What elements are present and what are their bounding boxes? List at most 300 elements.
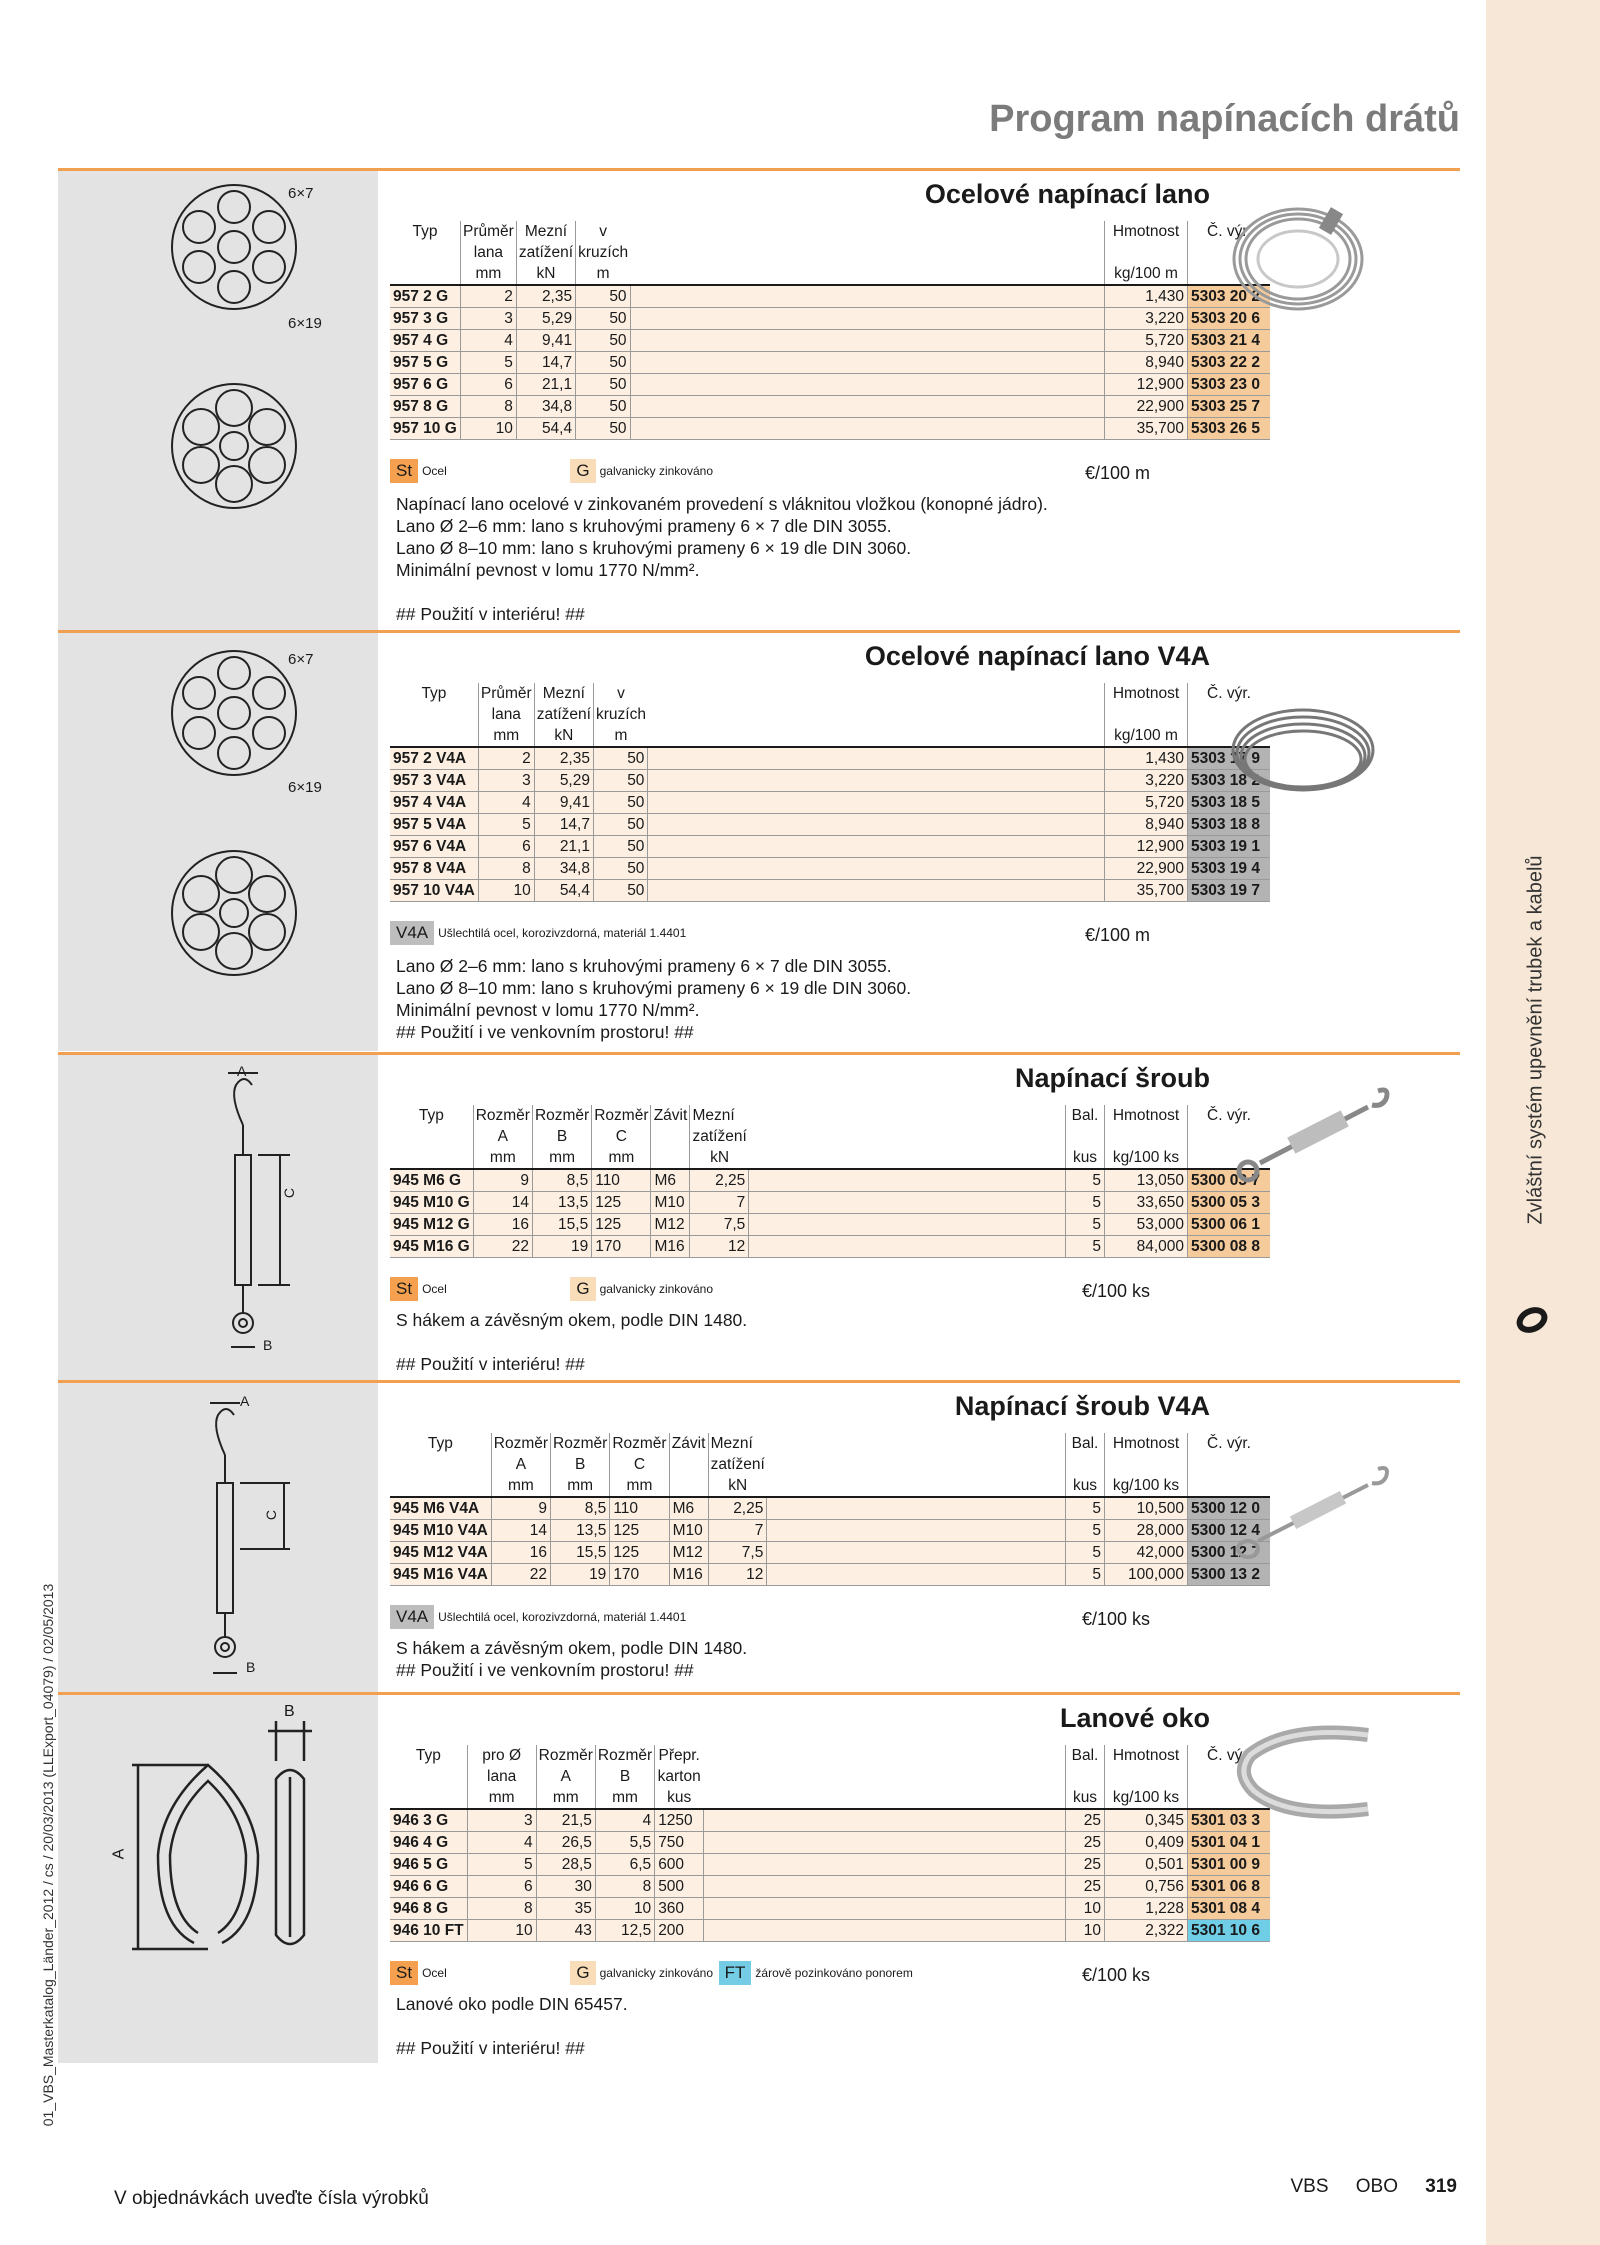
cell: 6: [461, 374, 517, 396]
product-table: [390, 221, 1270, 440]
cell: 5: [478, 814, 534, 836]
cell: 4: [478, 792, 534, 814]
col-header: Hmotnost: [1105, 1433, 1188, 1475]
cell: 4: [461, 330, 517, 352]
cell: [648, 770, 1105, 792]
table-row: [390, 747, 1270, 770]
cell: 16: [473, 1214, 532, 1236]
cell: 9: [473, 1169, 532, 1192]
cell: [767, 1520, 1066, 1542]
cell: 84,000: [1105, 1236, 1188, 1258]
footer-brand-obo: OBO: [1355, 2176, 1399, 2197]
cell: 43: [536, 1920, 595, 1942]
table-row: [390, 1854, 1270, 1876]
cell: 30: [536, 1876, 595, 1898]
col-header: Hmotnost: [1105, 1745, 1188, 1787]
col-header: Č. výr.: [1188, 1433, 1271, 1475]
cell: M16: [669, 1564, 708, 1586]
cell: 957 5 V4A: [390, 814, 478, 836]
cell: M6: [651, 1169, 690, 1192]
material-badge: V4A: [390, 1605, 434, 1629]
col-header: Bal.: [1066, 1433, 1105, 1475]
cell: [630, 374, 1104, 396]
cell: 0,501: [1105, 1854, 1188, 1876]
unit-cell: [767, 1475, 1066, 1497]
cell: 50: [593, 814, 647, 836]
price-unit: €/100 ks: [1081, 1281, 1150, 1301]
cell: 9,41: [516, 330, 575, 352]
unit-cell: [669, 1475, 708, 1497]
unit-cell: mm: [532, 1147, 591, 1169]
cell: [648, 747, 1105, 770]
material-badge: V4A: [390, 921, 434, 945]
cell: 10: [1066, 1920, 1105, 1942]
article-number-cell: 5303 18 5: [1188, 792, 1271, 814]
thimble-photo: [1228, 1715, 1378, 1825]
cell: 9: [491, 1497, 550, 1520]
cell: 945 M10 G: [390, 1192, 473, 1214]
rope-cross-section-drawing: [58, 171, 378, 633]
cell: 5: [1066, 1542, 1105, 1564]
article-number-cell: 5301 04 1: [1188, 1832, 1271, 1854]
cell: [749, 1169, 1066, 1192]
cell: [630, 330, 1104, 352]
technical-drawing: [58, 1695, 378, 2063]
cell: 50: [576, 285, 630, 308]
cell: 5: [461, 352, 517, 374]
unit-cell: m: [593, 725, 647, 747]
cell: 125: [610, 1542, 669, 1564]
table-row: [390, 1564, 1270, 1586]
table-row: [390, 330, 1270, 352]
cell: 26,5: [536, 1832, 595, 1854]
cell: 25: [1066, 1854, 1105, 1876]
cell: 33,650: [1105, 1192, 1188, 1214]
material-legend: [390, 459, 735, 483]
description: Napínací lano ocelové v zinkovaném provedení s vláknitou vložkou (konopné jádro). Lano Ø 2–6 mm: lano s kruhovými prameny 6 × 7 dle DIN 3055. Lano Ø 8–10 mm: lano s kruhovými prameny 6 × 19 dle DIN 3060. Minimální pevnost v lomu 1770 N/mm². ## Použití v interiéru! ##: [396, 494, 1048, 624]
cell: M16: [651, 1236, 690, 1258]
unit-cell: kg/100 m: [1105, 725, 1188, 747]
unit-cell: kg/100 m: [1105, 263, 1188, 285]
cell: 946 3 G: [390, 1809, 467, 1832]
price-unit: €/100 ks: [1081, 1609, 1150, 1629]
cell: 1250: [655, 1809, 704, 1832]
cell: 10: [478, 880, 534, 902]
col-header: Průměr lana: [478, 683, 534, 725]
cell: 28,000: [1105, 1520, 1188, 1542]
col-header: pro Ø lana: [467, 1745, 536, 1787]
unit-cell: [390, 725, 478, 747]
cell: M10: [669, 1520, 708, 1542]
cell: 14,7: [534, 814, 593, 836]
cell: 12,900: [1105, 374, 1188, 396]
col-header: [703, 1745, 1065, 1787]
material-label: žárově pozinkováno ponorem: [755, 1966, 913, 1980]
cell: 110: [610, 1497, 669, 1520]
dimension-label: B: [284, 1703, 295, 1720]
cell: 10,500: [1105, 1497, 1188, 1520]
cell: 957 10 V4A: [390, 880, 478, 902]
cell: 957 8 G: [390, 396, 461, 418]
cell: 14: [473, 1192, 532, 1214]
cell: 7: [708, 1520, 767, 1542]
cell: 3: [467, 1809, 536, 1832]
cell: 2,322: [1105, 1920, 1188, 1942]
col-header: Rozměr C: [592, 1105, 651, 1147]
article-number-cell: 5301 00 9: [1188, 1854, 1271, 1876]
cell: 25: [1066, 1809, 1105, 1832]
article-number-cell: 5303 21 4: [1188, 330, 1271, 352]
unit-cell: mm: [491, 1475, 550, 1497]
unit-cell: kN: [534, 725, 593, 747]
product-table: [390, 1433, 1270, 1586]
article-number-cell: 5301 03 3: [1188, 1809, 1271, 1832]
cell: 50: [576, 396, 630, 418]
article-number-cell: 5301 06 8: [1188, 1876, 1271, 1898]
material-badge: G: [570, 1961, 595, 1985]
cell: 22: [473, 1236, 532, 1258]
cell: 13,5: [551, 1520, 610, 1542]
material-badge: G: [570, 1277, 595, 1301]
cell: M12: [669, 1542, 708, 1564]
col-header: Typ: [427, 1435, 453, 1452]
material-label: Ocel: [422, 1966, 447, 1980]
ring-clip-icon: [1514, 1302, 1550, 1338]
cell: 50: [576, 330, 630, 352]
unit-cell: mm: [610, 1475, 669, 1497]
material-label: Ocel: [422, 1282, 447, 1296]
article-number-cell: 5300 03 7: [1188, 1169, 1271, 1192]
col-header: Rozměr B: [532, 1105, 591, 1147]
cell: 3,220: [1105, 770, 1188, 792]
cell: 170: [592, 1236, 651, 1258]
cell: [703, 1876, 1065, 1898]
unit-cell: [390, 1787, 467, 1809]
article-number-cell: 5303 20 2: [1188, 285, 1271, 308]
table-row: [390, 1192, 1270, 1214]
thimble-drawing: [58, 1695, 378, 2063]
description: S hákem a závěsným okem, podle DIN 1480. ## Použití i ve venkovním prostoru! ##: [396, 1638, 748, 1680]
description: S hákem a závěsným okem, podle DIN 1480. ## Použití v interiéru! ##: [396, 1310, 748, 1374]
cell: 28,5: [536, 1854, 595, 1876]
product-table: [390, 1105, 1270, 1258]
cell: 2,25: [690, 1169, 749, 1192]
cell: 0,409: [1105, 1832, 1188, 1854]
cell: 25: [1066, 1832, 1105, 1854]
cell: 500: [655, 1876, 704, 1898]
cell: 6: [467, 1876, 536, 1898]
unit-cell: [390, 1475, 491, 1497]
cell: [648, 836, 1105, 858]
cell: 21,1: [516, 374, 575, 396]
col-header: [767, 1433, 1066, 1475]
product-table: [390, 683, 1270, 902]
page-number: 319: [1425, 2176, 1457, 2197]
cell: 2,25: [708, 1497, 767, 1520]
table-row: [390, 836, 1270, 858]
article-number-cell: 5303 25 7: [1188, 396, 1271, 418]
col-header: Mezní zatížení: [690, 1105, 749, 1147]
unit-cell: mm: [473, 1147, 532, 1169]
col-header: Přepr. karton: [655, 1745, 704, 1787]
table-row: [390, 285, 1270, 308]
cell: 50: [576, 374, 630, 396]
cell: 945 M16 V4A: [390, 1564, 491, 1586]
cell: 1,430: [1105, 285, 1188, 308]
cell: 100,000: [1105, 1564, 1188, 1586]
dimension-label: C: [263, 1509, 280, 1521]
cell: 200: [655, 1920, 704, 1942]
material-label: Ocel: [422, 464, 447, 478]
table-row: [390, 396, 1270, 418]
col-header: Průměr lana: [461, 221, 517, 263]
col-header: Mezní zatížení: [534, 683, 593, 725]
dimension-label: A: [110, 1848, 128, 1860]
cell: 945 M12 V4A: [390, 1542, 491, 1564]
technical-drawing: [58, 1383, 378, 1695]
material-label: Ušlechtilá ocel, korozivzdorná, materiál 1.4401: [438, 926, 687, 940]
cell: 9,41: [534, 792, 593, 814]
unit-cell: kus: [1066, 1787, 1105, 1809]
unit-cell: [648, 725, 1105, 747]
cell: 1,228: [1105, 1898, 1188, 1920]
unit-cell: mm: [595, 1787, 654, 1809]
cell: 35: [536, 1898, 595, 1920]
col-header: v kruzích: [593, 683, 647, 725]
material-badge: St: [390, 1961, 418, 1985]
cell: 10: [595, 1898, 654, 1920]
cell: 5,720: [1105, 792, 1188, 814]
article-number-cell: 5301 08 4: [1188, 1898, 1271, 1920]
section-title: Lanové oko: [1059, 1703, 1210, 1733]
material-legend: [390, 921, 708, 945]
material-label: galvanicky zinkováno: [599, 1282, 714, 1296]
material-badge: St: [390, 459, 418, 483]
material-badge: St: [390, 1277, 418, 1301]
article-number-cell: 5303 18 8: [1188, 814, 1271, 836]
cell: 125: [592, 1192, 651, 1214]
cell: [703, 1832, 1065, 1854]
cell: [630, 418, 1104, 440]
price-unit: €/100 ks: [1081, 1965, 1150, 1985]
cell: 957 3 V4A: [390, 770, 478, 792]
col-header: Hmotnost: [1105, 1105, 1188, 1147]
table-row: [390, 814, 1270, 836]
col-header: [749, 1105, 1066, 1147]
section-title: Napínací šroub: [1014, 1063, 1210, 1093]
cell: 5: [1066, 1236, 1105, 1258]
cell: 3: [461, 308, 517, 330]
cell: 0,756: [1105, 1876, 1188, 1898]
table-row: [390, 1809, 1270, 1832]
cell: 50: [593, 792, 647, 814]
cell: 8: [467, 1898, 536, 1920]
drawing-label: 6×7: [288, 185, 314, 202]
cell: 957 2 G: [390, 285, 461, 308]
cell: 8: [595, 1876, 654, 1898]
table-row: [390, 1898, 1270, 1920]
drawing-label: 6×19: [288, 315, 322, 332]
cell: 600: [655, 1854, 704, 1876]
cell: 35,700: [1105, 418, 1188, 440]
dimension-label: C: [281, 1187, 298, 1199]
wire-coil-photo: [1228, 189, 1368, 319]
cell: 50: [593, 858, 647, 880]
cell: [749, 1214, 1066, 1236]
cell: 2: [461, 285, 517, 308]
cell: [703, 1809, 1065, 1832]
material-legend: [390, 1277, 735, 1301]
table-row: [390, 308, 1270, 330]
cell: 12,5: [595, 1920, 654, 1942]
cell: 12,900: [1105, 836, 1188, 858]
material-label: Ušlechtilá ocel, korozivzdorná, materiál 1.4401: [438, 1610, 687, 1624]
dimension-label: B: [246, 1659, 256, 1675]
page-title: Program napínacích drátů: [989, 98, 1460, 140]
unit-cell: [630, 263, 1104, 285]
section-title: Ocelové napínací lano: [924, 179, 1210, 209]
table-row: [390, 352, 1270, 374]
article-number-cell: 5303 18 2: [1188, 770, 1271, 792]
unit-cell: m: [576, 263, 630, 285]
cell: 5,720: [1105, 330, 1188, 352]
cell: 50: [593, 770, 647, 792]
cell: 946 4 G: [390, 1832, 467, 1854]
price-unit: €/100 m: [1084, 925, 1150, 945]
unit-cell: kg/100 ks: [1105, 1475, 1188, 1497]
material-legend: [390, 1605, 708, 1629]
cell: 54,4: [534, 880, 593, 902]
cell: 957 5 G: [390, 352, 461, 374]
col-header: Bal.: [1066, 1105, 1105, 1147]
unit-cell: [390, 263, 461, 285]
col-header: Závit: [669, 1433, 708, 1475]
product-table: [390, 1745, 1270, 1942]
article-number-cell: 5303 19 7: [1188, 880, 1271, 902]
cell: 10: [467, 1920, 536, 1942]
cell: 0,345: [1105, 1809, 1188, 1832]
technical-drawing: [58, 1055, 378, 1383]
cell: [767, 1564, 1066, 1586]
cell: 7,5: [690, 1214, 749, 1236]
cell: 8,940: [1105, 352, 1188, 374]
cell: [630, 396, 1104, 418]
turnbuckle-drawing: [58, 1055, 378, 1383]
unit-cell: [651, 1147, 690, 1169]
drawing-label: 6×7: [288, 651, 314, 668]
cell: 4: [595, 1809, 654, 1832]
cell: [749, 1192, 1066, 1214]
article-number-cell: 5300 12 4: [1188, 1520, 1271, 1542]
cell: 13,050: [1105, 1169, 1188, 1192]
cell: [630, 285, 1104, 308]
article-number-cell: 5300 12 0: [1188, 1497, 1271, 1520]
table-row: [390, 1542, 1270, 1564]
col-header: Typ: [421, 685, 447, 702]
cell: 957 10 G: [390, 418, 461, 440]
cell: 12: [708, 1564, 767, 1586]
cell: [630, 352, 1104, 374]
cell: 50: [593, 880, 647, 902]
cell: 3: [478, 770, 534, 792]
cell: [630, 308, 1104, 330]
unit-cell: kN: [690, 1147, 749, 1169]
table-row: [390, 1520, 1270, 1542]
table-row: [390, 374, 1270, 396]
description: Lano Ø 2–6 mm: lano s kruhovými prameny 6 × 7 dle DIN 3055. Lano Ø 8–10 mm: lano s kruhovými prameny 6 × 19 dle DIN 3060. Minimální pevnost v lomu 1770 N/mm². ## Použití i ve venkovním prostoru! ##: [396, 956, 912, 1042]
cell: 5,5: [595, 1832, 654, 1854]
cell: 15,5: [532, 1214, 591, 1236]
cell: 2,35: [516, 285, 575, 308]
print-code: 01_VBS_Masterkatalog_Länder_2012 / cs / 20/03/2013 (LLExport_04079) / 02/05/2013: [40, 1583, 56, 2127]
col-header: Č. výr.: [1188, 1105, 1271, 1147]
material-label: galvanicky zinkováno: [599, 464, 714, 478]
col-header: Mezní zatížení: [708, 1433, 767, 1475]
unit-cell: mm: [478, 725, 534, 747]
technical-drawing: [58, 633, 378, 1051]
product-section-steel-wire: [58, 168, 1460, 633]
article-number-cell: 5300 12 7: [1188, 1542, 1271, 1564]
cell: 50: [576, 308, 630, 330]
col-header: Rozměr B: [551, 1433, 610, 1475]
cell: 946 8 G: [390, 1898, 467, 1920]
cell: 957 3 G: [390, 308, 461, 330]
cell: 945 M16 G: [390, 1236, 473, 1258]
article-number-cell: 5303 20 6: [1188, 308, 1271, 330]
cell: 5,29: [516, 308, 575, 330]
cell: 8: [478, 858, 534, 880]
article-number-cell: 5300 06 1: [1188, 1214, 1271, 1236]
cell: [648, 880, 1105, 902]
unit-cell: kN: [516, 263, 575, 285]
cell: 4: [467, 1832, 536, 1854]
table-row: [390, 1876, 1270, 1898]
cell: [703, 1854, 1065, 1876]
section-title: Napínací šroub V4A: [954, 1391, 1210, 1421]
article-number-cell: 5303 17 9: [1188, 747, 1271, 770]
cell: [703, 1898, 1065, 1920]
cell: 945 M12 G: [390, 1214, 473, 1236]
cell: 957 8 V4A: [390, 858, 478, 880]
cell: M12: [651, 1214, 690, 1236]
col-header: Č. výr.: [1188, 683, 1271, 725]
cell: 945 M10 V4A: [390, 1520, 491, 1542]
table-row: [390, 880, 1270, 902]
cell: [648, 858, 1105, 880]
cell: 957 2 V4A: [390, 747, 478, 770]
cell: 5: [467, 1854, 536, 1876]
unit-cell: kus: [655, 1787, 704, 1809]
cell: 170: [610, 1564, 669, 1586]
article-number-cell: 5303 19 4: [1188, 858, 1271, 880]
unit-cell: kus: [1066, 1147, 1105, 1169]
price-unit: €/100 m: [1084, 463, 1150, 483]
unit-cell: mm: [551, 1475, 610, 1497]
col-header: v kruzích: [576, 221, 630, 263]
cell: 16: [491, 1542, 550, 1564]
dimension-label: A: [237, 1063, 247, 1079]
col-header: Rozměr A: [473, 1105, 532, 1147]
cell: 5: [1066, 1520, 1105, 1542]
unit-cell: mm: [592, 1147, 651, 1169]
col-header: [648, 683, 1105, 725]
cell: [749, 1236, 1066, 1258]
cell: 12: [690, 1236, 749, 1258]
cell: 1,430: [1105, 747, 1188, 770]
unit-cell: mm: [461, 263, 517, 285]
cell: 2,35: [534, 747, 593, 770]
dimension-label: B: [263, 1337, 273, 1353]
